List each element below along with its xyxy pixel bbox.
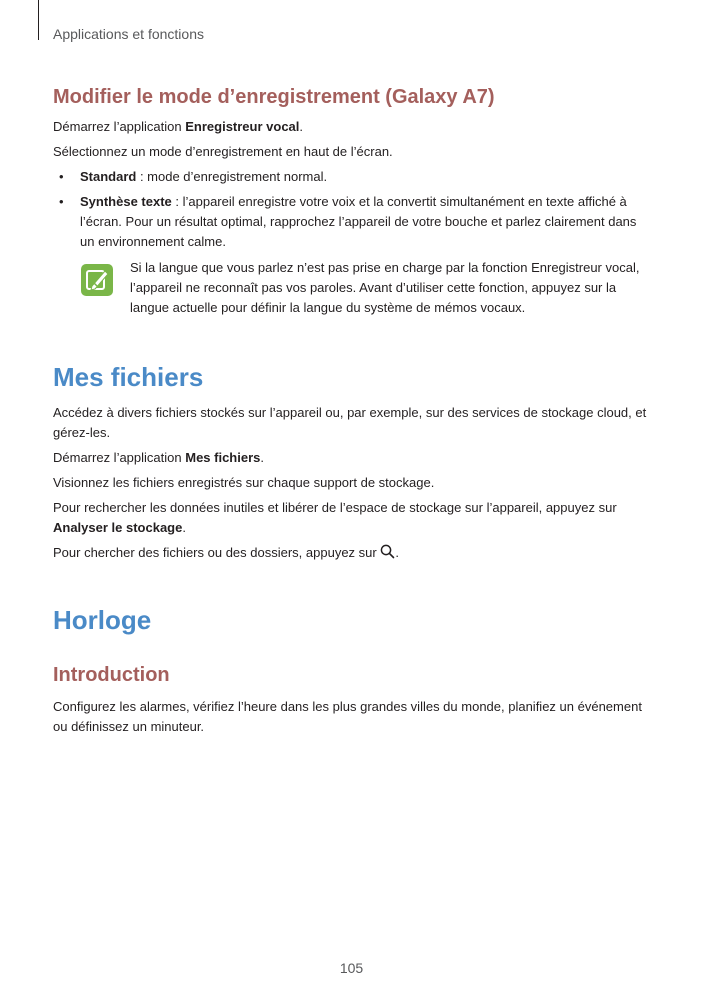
paragraph-analyze-storage: Pour rechercher les données inutiles et libérer de l’espace de stockage sur l’appareil, appuyez sur Analyser le stockage. (53, 500, 617, 535)
running-head: Applications et fonctions (53, 26, 204, 42)
subsection-heading-introduction: Introduction (53, 664, 170, 686)
note-pencil-icon (81, 264, 113, 296)
search-icon (380, 544, 395, 559)
list-item-standard: • Standard : mode d’enregistrement normal. (53, 167, 653, 187)
page-number: 105 (339, 960, 364, 976)
paragraph-select-mode: Sélectionnez un mode d’enregistrement en haut de l’écran. (53, 144, 393, 159)
note-text: Si la langue que vous parlez n’est pas prise en charge par la fonction Enregistreur vocal, l’appareil ne reconnaît pas vos paroles. Avant d’utiliser cette fonction, appuyez sur la langue actuelle pour définir la langue du système de mémos vocaux. (130, 260, 640, 315)
app-name-voice-recorder: Enregistreur vocal (185, 119, 300, 134)
option-analyze-storage: Analyser le stockage (53, 520, 183, 535)
list-item-speech-to-text: • Synthèse texte : l’appareil enregistre votre voix et la convertit simultanément en texte affiché à l’écran. Pour un résultat optimal, rapprochez l’appareil de votre bouche et parlez clairement dans un environnement calme. (59, 194, 637, 249)
section-heading-my-files: Mes fichiers (53, 362, 204, 392)
paragraph-clock-intro: Configurez les alarmes, vérifiez l’heure dans les plus grandes villes du monde, planifiez un événement ou définissez un minuteur. (53, 699, 642, 734)
section-heading-recording-mode: Modifier le mode d’enregistrement (Galaxy A7) (53, 86, 495, 108)
paragraph-start-recorder: Démarrez l’application Enregistreur vocal. (53, 119, 304, 134)
page-content (53, 84, 653, 737)
paragraph-search-files: Pour chercher des fichiers ou des dossiers, appuyez sur . (53, 545, 399, 560)
paragraph-my-files-intro: Accédez à divers fichiers stockés sur l’appareil ou, par exemple, sur des services de stockage cloud, et gérez-les. (53, 405, 647, 440)
margin-rule (38, 0, 39, 40)
note-box (53, 258, 653, 318)
app-name-my-files: Mes fichiers (185, 450, 261, 465)
mode-list (53, 167, 653, 252)
section-heading-clock: Horloge (53, 605, 152, 635)
paragraph-view-files: Visionnez les fichiers enregistrés sur chaque support de stockage. (53, 475, 435, 490)
paragraph-start-my-files: Démarrez l’application Mes fichiers. (53, 450, 265, 465)
bullet: • (59, 169, 64, 184)
bullet: • (59, 194, 64, 209)
